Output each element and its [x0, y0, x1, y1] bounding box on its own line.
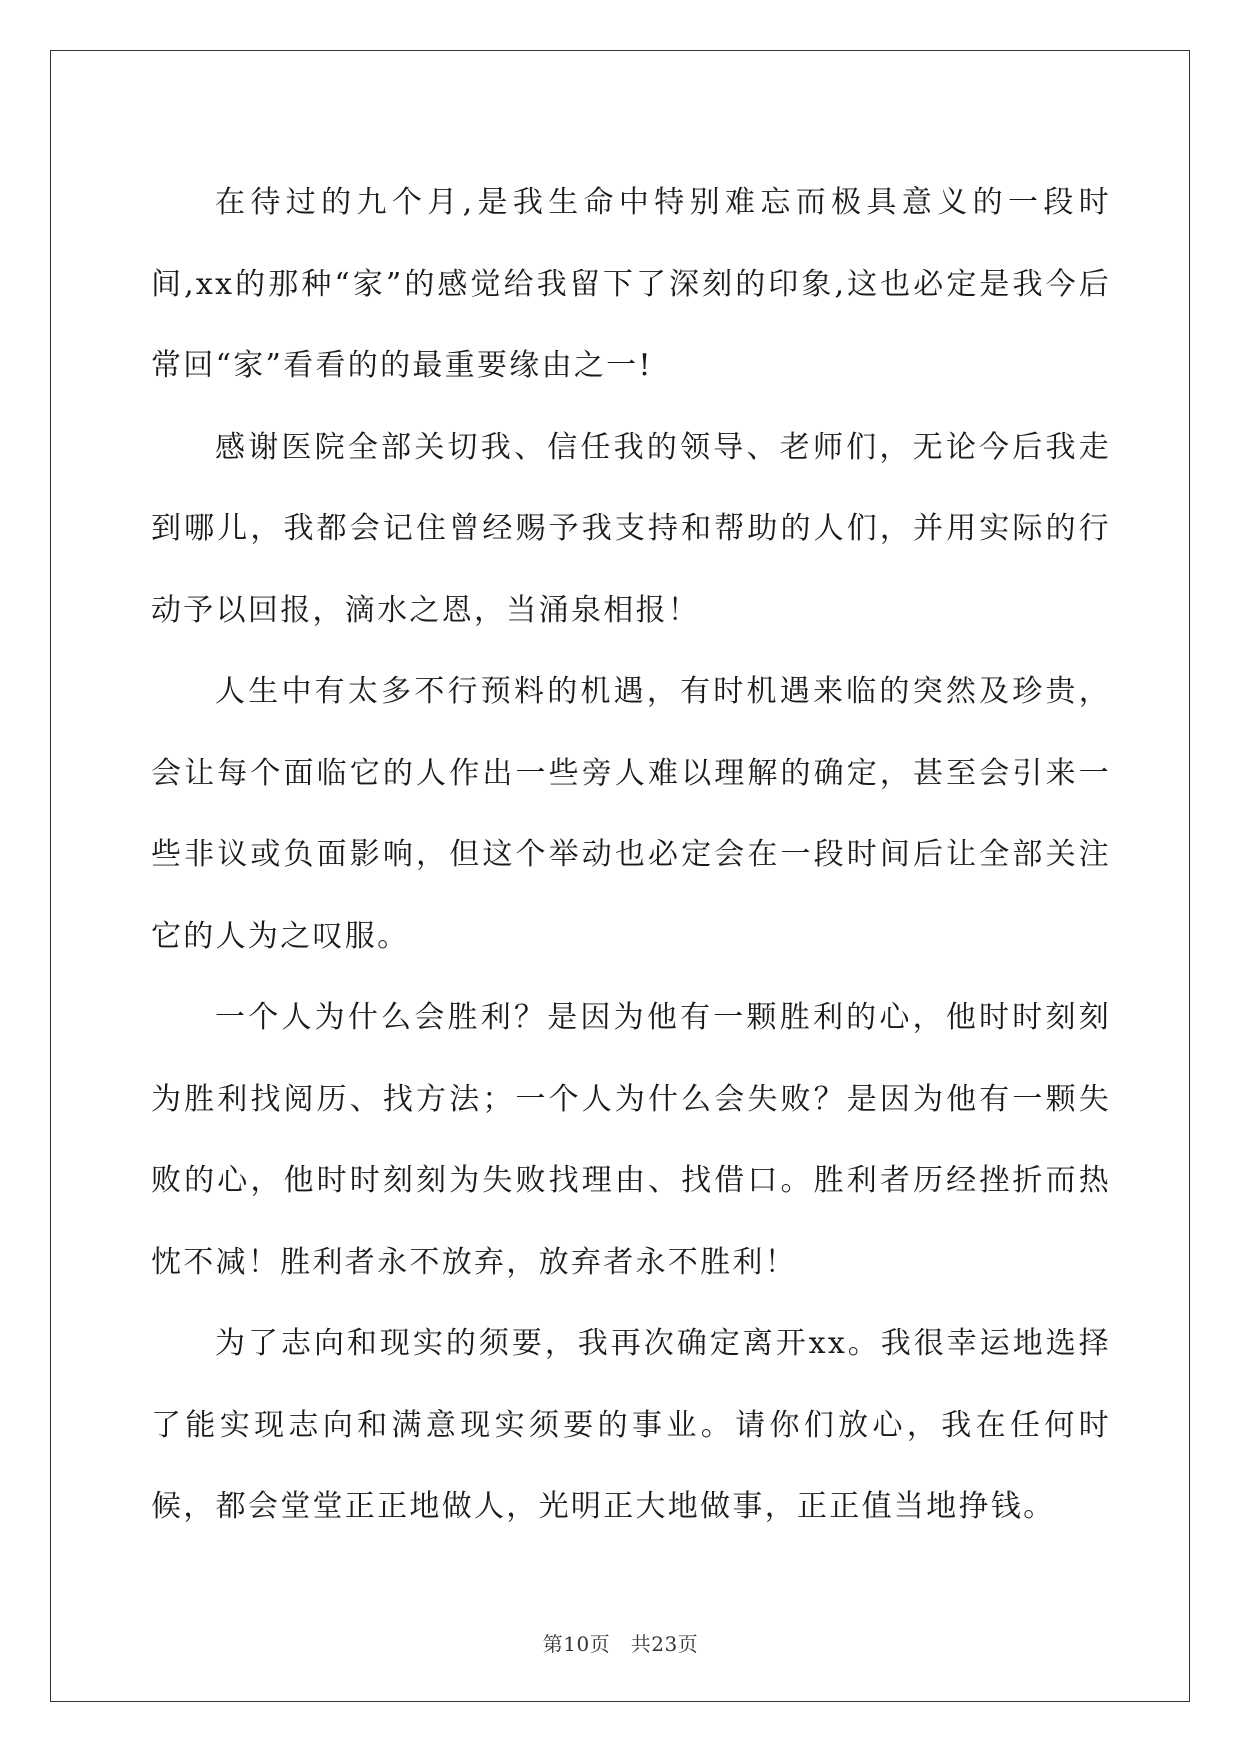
paragraph: 在待过的九个月,是我生命中特别难忘而极具意义的一段时间,xx的那种“家”的感觉给我留下了深刻的印象,这也必定是我今后常回“家”看看的的最重要缘由之一!: [151, 185, 1111, 383]
paragraph: 为了志向和现实的须要，我再次确定离开xx。我很幸运地选择了能实现志向和满意现实须要的事业。请你们放心，我在任何时候，都会堂堂正正地做人，光明正大地做事，正正值当地挣钱。: [151, 1326, 1111, 1524]
paragraph: 人生中有太多不行预料的机遇，有时机遇来临的突然及珍贵，会让每个面临它的人作出一些旁人难以理解的确定，甚至会引来一些非议或负面影响，但这个举动也必定会在一段时间后让全部关注它的人为之叹服。: [151, 674, 1111, 954]
page-number: [0, 1632, 1241, 1656]
paragraph: 一个人为什么会胜利？是因为他有一颗胜利的心，他时时刻刻为胜利找阅历、找方法；一个人为什么会失败？是因为他有一颗失败的心，他时时刻刻为失败找理由、找借口。胜利者历经挫折而热忱不减！胜利者永不放弃，放弃者永不胜利！: [151, 1000, 1111, 1280]
page-number-label: 第10页 共23页: [542, 1632, 699, 1656]
paragraph: 感谢医院全部关切我、信任我的领导、老师们，无论今后我走到哪儿，我都会记住曾经赐予我支持和帮助的人们，并用实际的行动予以回报，滴水之恩，当涌泉相报！: [151, 429, 1111, 628]
document-body: [151, 162, 1111, 1548]
